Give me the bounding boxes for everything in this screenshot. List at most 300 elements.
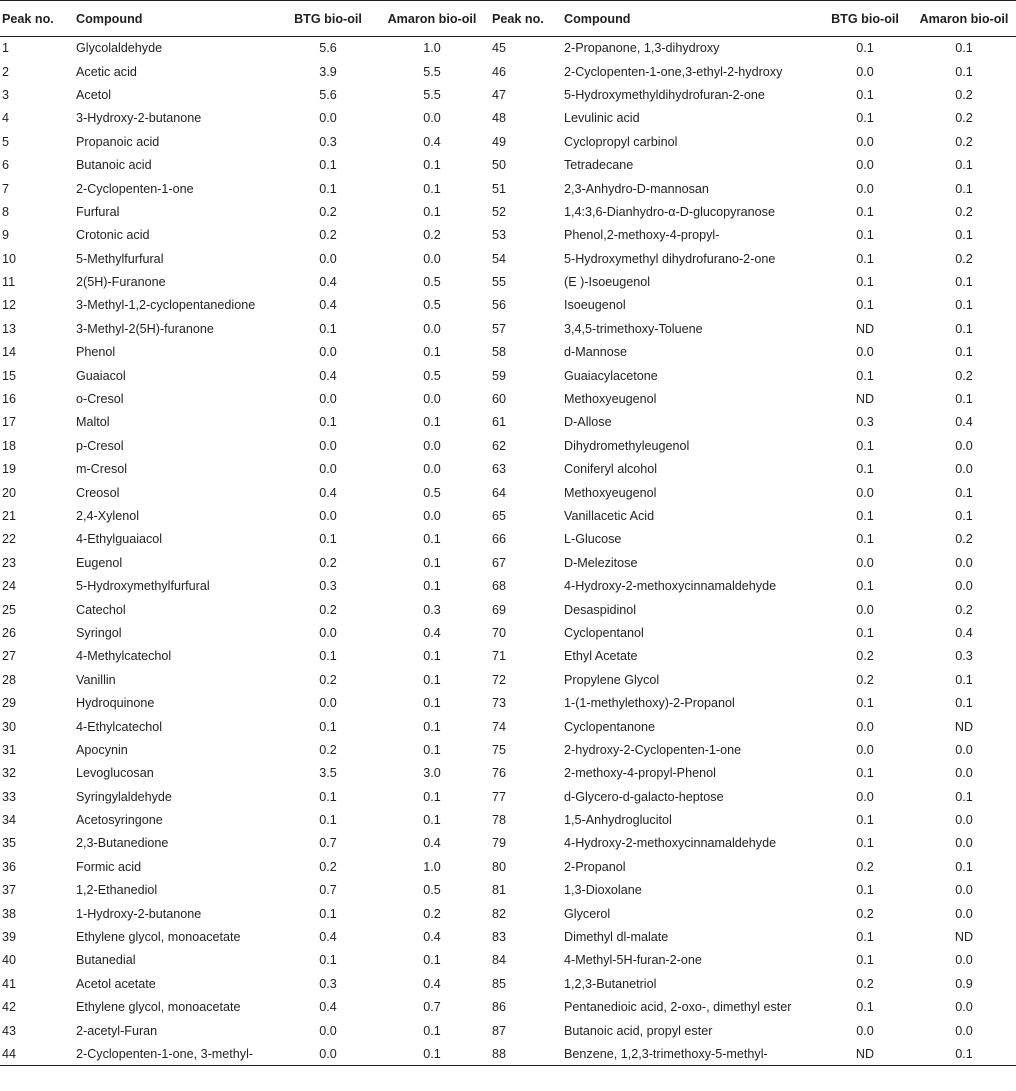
table-row xyxy=(0,294,1016,317)
amaron-value-cell: 0.4 xyxy=(423,976,441,991)
btg-value-cell: 0.0 xyxy=(856,181,874,196)
btg-value-cell: 0.1 xyxy=(856,87,874,102)
compound-cell: 5-Methylfurfural xyxy=(76,251,164,266)
peak-no-cell: 30 xyxy=(2,719,17,734)
table-row xyxy=(0,785,1016,808)
amaron-value-cell: 0.1 xyxy=(423,696,441,711)
header-row xyxy=(0,1,1016,37)
peak-no-cell: 22 xyxy=(2,532,17,547)
table-row xyxy=(0,832,1016,855)
compound-cell: Methoxyeugenol xyxy=(564,485,657,500)
peak-no-cell: 1 xyxy=(2,41,10,56)
compound-cell: Furfural xyxy=(76,204,120,219)
amaron-value-cell: 0.2 xyxy=(955,134,973,149)
compound-cell: 2-Propanone, 1,3-dihydroxy xyxy=(564,41,720,56)
amaron-value-cell: 0.0 xyxy=(955,579,973,594)
btg-value-cell: 0.1 xyxy=(856,462,874,477)
peak-no-cell: 45 xyxy=(492,41,507,56)
amaron-value-cell: 0.4 xyxy=(423,625,441,640)
amaron-value-cell: 0.5 xyxy=(423,485,441,500)
compound-cell: Formic acid xyxy=(76,859,142,874)
peak-no-cell: 63 xyxy=(492,462,507,477)
btg-value-cell: 0.0 xyxy=(319,111,337,126)
btg-value-cell: 0.0 xyxy=(856,602,874,617)
peak-no-cell: 13 xyxy=(2,321,17,336)
amaron-value-cell: 0.1 xyxy=(955,392,973,407)
amaron-value-cell: 0.4 xyxy=(423,134,441,149)
compound-cell: Phenol xyxy=(76,345,116,360)
peak-no-cell: 61 xyxy=(492,415,507,430)
peak-no-cell: 43 xyxy=(2,1023,17,1038)
compound-cell: Butanoic acid xyxy=(76,158,152,173)
amaron-value-cell: 0.5 xyxy=(423,883,441,898)
peak-no-cell: 41 xyxy=(2,976,17,991)
peak-no-cell: 5 xyxy=(2,134,10,149)
btg-value-cell: 0.1 xyxy=(856,532,874,547)
peak-no-cell: 2 xyxy=(2,64,10,79)
amaron-value-cell: 0.1 xyxy=(423,555,441,570)
peak-no-cell: 84 xyxy=(492,953,507,968)
btg-value-cell: 0.1 xyxy=(856,883,874,898)
table-row xyxy=(0,60,1016,83)
amaron-value-cell: 0.0 xyxy=(955,742,973,757)
compound-cell: o-Cresol xyxy=(76,392,124,407)
peak-no-cell: 32 xyxy=(2,766,17,781)
compound-cell: m-Cresol xyxy=(76,462,128,477)
header-amaron-bio-oil: Amaron bio-oil xyxy=(372,1,490,37)
amaron-value-cell: 0.2 xyxy=(955,532,973,547)
table-row xyxy=(0,107,1016,130)
compound-cell: 5-Hydroxymethyl dihydrofurano-2-one xyxy=(564,251,776,266)
compound-cell: 3,4,5-trimethoxy-Toluene xyxy=(564,321,703,336)
peak-no-cell: 21 xyxy=(2,509,17,523)
peak-no-cell: 81 xyxy=(492,883,507,898)
amaron-value-cell: 0.1 xyxy=(423,204,441,219)
amaron-value-cell: 0.1 xyxy=(955,181,973,196)
amaron-value-cell: 0.2 xyxy=(955,368,973,383)
peak-no-cell: 54 xyxy=(492,251,507,266)
amaron-value-cell: 0.2 xyxy=(955,87,973,102)
amaron-value-cell: 0.2 xyxy=(955,111,973,126)
compound-cell: L-Glucose xyxy=(564,532,622,547)
amaron-value-cell: 1.0 xyxy=(423,41,441,56)
btg-value-cell: 0.1 xyxy=(856,228,874,243)
compound-cell: Methoxyeugenol xyxy=(564,392,657,407)
peak-no-cell: 7 xyxy=(2,181,10,196)
amaron-value-cell: 0.7 xyxy=(423,1000,441,1015)
peak-no-cell: 74 xyxy=(492,719,507,734)
compound-cell: Vanillin xyxy=(76,672,116,687)
btg-value-cell: 0.0 xyxy=(856,134,874,149)
table-row xyxy=(0,1019,1016,1042)
btg-value-cell: 0.1 xyxy=(856,41,874,56)
compound-cell: 3-Hydroxy-2-butanone xyxy=(76,111,202,126)
amaron-value-cell: 0.0 xyxy=(955,1023,973,1038)
table-row xyxy=(0,504,1016,527)
amaron-value-cell: 0.5 xyxy=(423,298,441,313)
peak-no-cell: 70 xyxy=(492,625,507,640)
compound-cell: 1-Hydroxy-2-butanone xyxy=(76,906,202,921)
peak-no-cell: 53 xyxy=(492,228,507,243)
table-row xyxy=(0,762,1016,785)
btg-value-cell: 0.1 xyxy=(856,766,874,781)
amaron-value-cell: 0.2 xyxy=(423,228,441,243)
peak-no-cell: 64 xyxy=(492,485,507,500)
btg-value-cell: 3.5 xyxy=(319,766,337,781)
peak-no-cell: 77 xyxy=(492,789,507,804)
compound-cell: 1,2-Ethanediol xyxy=(76,883,158,898)
compound-cell: Cyclopropyl carbinol xyxy=(564,134,678,149)
table-row xyxy=(0,925,1016,948)
table-row xyxy=(0,270,1016,293)
amaron-value-cell: 0.4 xyxy=(955,415,973,430)
table-row xyxy=(0,691,1016,714)
btg-value-cell: 0.2 xyxy=(319,602,337,617)
amaron-value-cell: 0.1 xyxy=(372,1042,490,1065)
compound-cell: Guaiacol xyxy=(76,368,126,383)
compound-cell: 2-hydroxy-2-Cyclopenten-1-one xyxy=(564,742,742,757)
btg-value-cell: 0.3 xyxy=(319,579,337,594)
btg-value-cell: 0.0 xyxy=(856,789,874,804)
amaron-value-cell: 0.3 xyxy=(955,649,973,664)
table-row xyxy=(0,83,1016,106)
btg-value-cell: 0.4 xyxy=(319,930,337,945)
amaron-value-cell: 0.2 xyxy=(955,204,973,219)
header-peak-no-right: Peak no. xyxy=(490,1,562,37)
btg-value-cell: 0.1 xyxy=(856,298,874,313)
amaron-value-cell: 0.0 xyxy=(423,509,441,523)
peak-no-cell: 78 xyxy=(492,813,507,828)
table-body xyxy=(0,37,1016,1066)
peak-no-cell: 85 xyxy=(492,976,507,991)
compound-cell: 1,3-Dioxolane xyxy=(564,883,642,898)
peak-no-cell: 16 xyxy=(2,392,17,407)
amaron-value-cell: 1.0 xyxy=(423,859,441,874)
compound-cell: 1,2,3-Butanetriol xyxy=(564,976,657,991)
peak-no-cell: 17 xyxy=(2,415,17,430)
btg-value-cell: 0.2 xyxy=(319,742,337,757)
btg-value-cell: 0.4 xyxy=(319,298,337,313)
compound-cell: 2(5H)-Furanone xyxy=(76,275,166,290)
btg-value-cell: 0.1 xyxy=(319,953,337,968)
amaron-value-cell: 0.1 xyxy=(423,789,441,804)
amaron-value-cell: 0.1 xyxy=(423,345,441,360)
peak-no-cell: 37 xyxy=(2,883,17,898)
amaron-value-cell: 0.1 xyxy=(910,1042,1016,1065)
table-row xyxy=(0,247,1016,270)
peak-no-cell: 49 xyxy=(492,134,507,149)
peak-no-cell: 14 xyxy=(2,345,17,360)
btg-value-cell: 0.1 xyxy=(856,625,874,640)
btg-value-cell: 0.0 xyxy=(319,462,337,477)
header-peak-no: Peak no. xyxy=(0,1,74,37)
table-row xyxy=(0,902,1016,925)
compound-cell: 4-Methylcatechol xyxy=(76,649,172,664)
compound-cell: Creosol xyxy=(76,485,120,500)
btg-value-cell: 0.3 xyxy=(856,415,874,430)
table-row xyxy=(0,177,1016,200)
amaron-value-cell: 0.5 xyxy=(423,368,441,383)
amaron-value-cell: 0.4 xyxy=(423,930,441,945)
table-row xyxy=(0,738,1016,761)
compound-cell: Tetradecane xyxy=(564,158,634,173)
btg-value-cell: 0.1 xyxy=(856,579,874,594)
amaron-value-cell: 3.0 xyxy=(423,766,441,781)
peak-no-cell: 10 xyxy=(2,251,17,266)
peak-no-cell: 11 xyxy=(2,275,16,290)
btg-value-cell: 0.1 xyxy=(319,719,337,734)
compound-cell: Acetol acetate xyxy=(76,976,156,991)
peak-no-cell: 31 xyxy=(2,742,17,757)
btg-value-cell: 0.0 xyxy=(319,625,337,640)
compound-cell: Apocynin xyxy=(76,742,128,757)
amaron-value-cell: 0.1 xyxy=(423,1023,441,1038)
table-row xyxy=(0,153,1016,176)
peak-no-cell: 87 xyxy=(492,1023,507,1038)
table-row xyxy=(0,200,1016,223)
compound-cell: 1,5-Anhydroglucitol xyxy=(564,813,672,828)
peak-no-cell: 59 xyxy=(492,368,507,383)
amaron-value-cell: 0.2 xyxy=(955,602,973,617)
btg-value-cell: 0.4 xyxy=(319,275,337,290)
btg-value-cell: 0.2 xyxy=(319,555,337,570)
table-row xyxy=(0,387,1016,410)
table-row xyxy=(0,130,1016,153)
table-row xyxy=(0,341,1016,364)
btg-value-cell: 0.1 xyxy=(856,1000,874,1015)
btg-value-cell: 0.3 xyxy=(319,134,337,149)
btg-value-cell: 0.1 xyxy=(856,204,874,219)
amaron-value-cell: 0.0 xyxy=(423,392,441,407)
table-row xyxy=(0,528,1016,551)
peak-no-cell: 69 xyxy=(492,602,507,617)
peak-no-cell: 3 xyxy=(2,87,10,102)
peak-no-cell: 38 xyxy=(2,906,17,921)
amaron-value-cell: 0.0 xyxy=(955,1000,973,1015)
peak-no-cell: 66 xyxy=(492,532,507,547)
table-row xyxy=(0,972,1016,995)
compound-cell: 2-Propanol xyxy=(564,859,626,874)
btg-value-cell: 0.1 xyxy=(856,251,874,266)
amaron-value-cell: 0.0 xyxy=(423,111,441,126)
compound-cell: Hydroquinone xyxy=(76,696,155,711)
table-row xyxy=(0,855,1016,878)
table-row xyxy=(0,598,1016,621)
peak-no-cell: 33 xyxy=(2,789,17,804)
amaron-value-cell: 0.0 xyxy=(423,321,441,336)
btg-value-cell: 0.1 xyxy=(319,158,337,173)
amaron-value-cell: 0.0 xyxy=(955,953,973,968)
btg-value-cell: 5.6 xyxy=(319,41,337,56)
header-btg-bio-oil-right: BTG bio-oil xyxy=(818,1,910,37)
peak-no-cell: 86 xyxy=(492,1000,507,1015)
peak-no-cell: 19 xyxy=(2,462,17,477)
compound-cell: Glycerol xyxy=(564,906,611,921)
compound-cell: 2-Cyclopenten-1-one xyxy=(76,181,194,196)
peak-no-cell: 58 xyxy=(492,345,507,360)
compound-cell: Ethyl Acetate xyxy=(564,649,638,664)
amaron-value-cell: 0.1 xyxy=(955,64,973,79)
peak-no-cell: 12 xyxy=(2,298,17,313)
amaron-value-cell: ND xyxy=(954,719,974,734)
btg-value-cell: 0.0 xyxy=(856,1023,874,1038)
btg-value-cell: 0.3 xyxy=(319,976,337,991)
btg-value-cell: 0.1 xyxy=(856,813,874,828)
compound-cell: Cyclopentanol xyxy=(564,625,644,640)
compound-cell: 1-(1-methylethoxy)-2-Propanol xyxy=(564,696,735,711)
table-row xyxy=(0,1042,1016,1065)
amaron-value-cell: 0.0 xyxy=(423,438,441,453)
btg-value-cell: 0.1 xyxy=(856,953,874,968)
peak-no-cell: 28 xyxy=(2,672,17,687)
amaron-value-cell: 0.1 xyxy=(955,158,973,173)
compound-cell: 2-methoxy-4-propyl-Phenol xyxy=(564,766,716,781)
peak-no-cell: 71 xyxy=(492,649,507,664)
compound-cell: d-Glycero-d-galacto-heptose xyxy=(564,789,724,804)
table-row xyxy=(0,37,1016,60)
compound-cell: Dimethyl dl-malate xyxy=(564,930,669,945)
peak-no-cell: 73 xyxy=(492,696,507,711)
compound-cell: D-Allose xyxy=(564,415,612,430)
compound-cell: 4-Ethylcatechol xyxy=(76,719,163,734)
compound-cell: Ethylene glycol, monoacetate xyxy=(76,1000,241,1015)
amaron-value-cell: 0.1 xyxy=(423,813,441,828)
amaron-value-cell: 0.2 xyxy=(423,906,441,921)
btg-value-cell: 0.2 xyxy=(319,228,337,243)
peak-no-cell: 9 xyxy=(2,228,10,243)
btg-value-cell: 0.2 xyxy=(856,859,874,874)
compound-cell: p-Cresol xyxy=(76,438,124,453)
peak-no-cell: 76 xyxy=(492,766,507,781)
peak-no-cell: 36 xyxy=(2,859,17,874)
table-row xyxy=(0,551,1016,574)
btg-value-cell: 0.0 xyxy=(319,509,337,523)
btg-value-cell: 0.1 xyxy=(856,438,874,453)
table-row xyxy=(0,808,1016,831)
compound-cell: Desaspidinol xyxy=(564,602,637,617)
btg-value-cell: 0.4 xyxy=(319,1000,337,1015)
table-row xyxy=(0,715,1016,738)
peak-no-cell: 44 xyxy=(0,1042,74,1065)
btg-value-cell: 0.0 xyxy=(856,742,874,757)
btg-value-cell: 0.0 xyxy=(856,345,874,360)
btg-value-cell: 0.0 xyxy=(856,555,874,570)
compound-cell: Phenol,2-methoxy-4-propyl- xyxy=(564,228,720,243)
compound-cell: 2-Cyclopenten-1-one,3-ethyl-2-hydroxy xyxy=(564,64,783,79)
amaron-value-cell: 0.1 xyxy=(423,415,441,430)
amaron-value-cell: 0.0 xyxy=(423,251,441,266)
btg-value-cell: 0.0 xyxy=(856,719,874,734)
amaron-value-cell: 0.0 xyxy=(955,438,973,453)
amaron-value-cell: 0.1 xyxy=(423,579,441,594)
compound-cell: Butanedial xyxy=(76,953,136,968)
btg-value-cell: 0.0 xyxy=(856,158,874,173)
amaron-value-cell: 0.1 xyxy=(955,789,973,804)
btg-value-cell: 0.0 xyxy=(856,485,874,500)
compound-cell: Eugenol xyxy=(76,555,123,570)
table-row xyxy=(0,481,1016,504)
compound-cell: Catechol xyxy=(76,602,126,617)
btg-value-cell: 0.1 xyxy=(319,813,337,828)
btg-value-cell: 5.6 xyxy=(319,87,337,102)
header-btg-bio-oil: BTG bio-oil xyxy=(282,1,372,37)
btg-value-cell: 0.7 xyxy=(319,836,337,851)
amaron-value-cell: 0.1 xyxy=(955,672,973,687)
btg-value-cell: 0.0 xyxy=(319,345,337,360)
btg-value-cell: 0.0 xyxy=(319,251,337,266)
table-header xyxy=(0,1,1016,37)
compound-cell: 2,3-Butanedione xyxy=(76,836,169,851)
peak-no-cell: 47 xyxy=(492,87,507,102)
btg-value-cell: 0.1 xyxy=(856,368,874,383)
btg-value-cell: 0.0 xyxy=(319,392,337,407)
table-row xyxy=(0,621,1016,644)
compound-cell: Benzene, 1,2,3-trimethoxy-5-methyl- xyxy=(562,1042,818,1065)
table-row xyxy=(0,949,1016,972)
table-row xyxy=(0,364,1016,387)
amaron-value-cell: 0.0 xyxy=(955,462,973,477)
compound-cell: d-Mannose xyxy=(564,345,628,360)
peak-no-cell: 79 xyxy=(492,836,507,851)
compound-cell: 4-Ethylguaiacol xyxy=(76,532,163,547)
compound-cell: 4-Methyl-5H-furan-2-one xyxy=(564,953,702,968)
btg-value-cell: 0.0 xyxy=(319,438,337,453)
btg-value-cell: 0.0 xyxy=(856,64,874,79)
compound-cell: Vanillacetic Acid xyxy=(564,509,655,523)
compound-cell: 2-acetyl-Furan xyxy=(76,1023,158,1038)
compound-cell: Propanoic acid xyxy=(76,134,160,149)
btg-value-cell: 0.4 xyxy=(319,485,337,500)
peak-no-cell: 65 xyxy=(492,509,507,523)
compound-cell: 3-Methyl-1,2-cyclopentanedione xyxy=(76,298,256,313)
btg-value-cell: ND xyxy=(855,321,875,336)
amaron-value-cell: 0.9 xyxy=(955,976,973,991)
btg-value-cell: 0.1 xyxy=(319,906,337,921)
amaron-value-cell: 0.4 xyxy=(955,625,973,640)
amaron-value-cell: 5.5 xyxy=(423,87,441,102)
peak-no-cell: 15 xyxy=(2,368,17,383)
btg-value-cell: 0.7 xyxy=(319,883,337,898)
compound-cell: Syringol xyxy=(76,625,122,640)
peak-no-cell: 51 xyxy=(492,181,507,196)
compound-cell: Ethylene glycol, monoacetate xyxy=(76,930,241,945)
compound-cell: 5-Hydroxymethyldihydrofuran-2-one xyxy=(564,87,765,102)
amaron-value-cell: 0.3 xyxy=(423,602,441,617)
peak-no-cell: 57 xyxy=(492,321,507,336)
peak-no-cell: 52 xyxy=(492,204,507,219)
compound-cell: Isoeugenol xyxy=(564,298,626,313)
amaron-value-cell: 5.5 xyxy=(423,64,441,79)
peak-no-cell: 48 xyxy=(492,111,507,126)
table-row xyxy=(0,645,1016,668)
table-row xyxy=(0,317,1016,340)
header-amaron-bio-oil-right: Amaron bio-oil xyxy=(910,1,1016,37)
amaron-value-cell: ND xyxy=(954,930,974,945)
peak-no-cell: 82 xyxy=(492,906,507,921)
peak-no-cell: 50 xyxy=(492,158,507,173)
peak-no-cell: 62 xyxy=(492,438,507,453)
amaron-value-cell: 0.1 xyxy=(955,485,973,500)
btg-value-cell: 0.2 xyxy=(319,672,337,687)
amaron-value-cell: 0.0 xyxy=(955,766,973,781)
btg-value-cell: 0.1 xyxy=(856,111,874,126)
peak-no-cell: 67 xyxy=(492,555,507,570)
compound-cell: 4-Hydroxy-2-methoxycinnamaldehyde xyxy=(564,836,777,851)
peak-no-cell: 18 xyxy=(2,438,17,453)
amaron-value-cell: 0.1 xyxy=(955,41,973,56)
amaron-value-cell: 0.1 xyxy=(955,298,973,313)
amaron-value-cell: 0.1 xyxy=(955,345,973,360)
